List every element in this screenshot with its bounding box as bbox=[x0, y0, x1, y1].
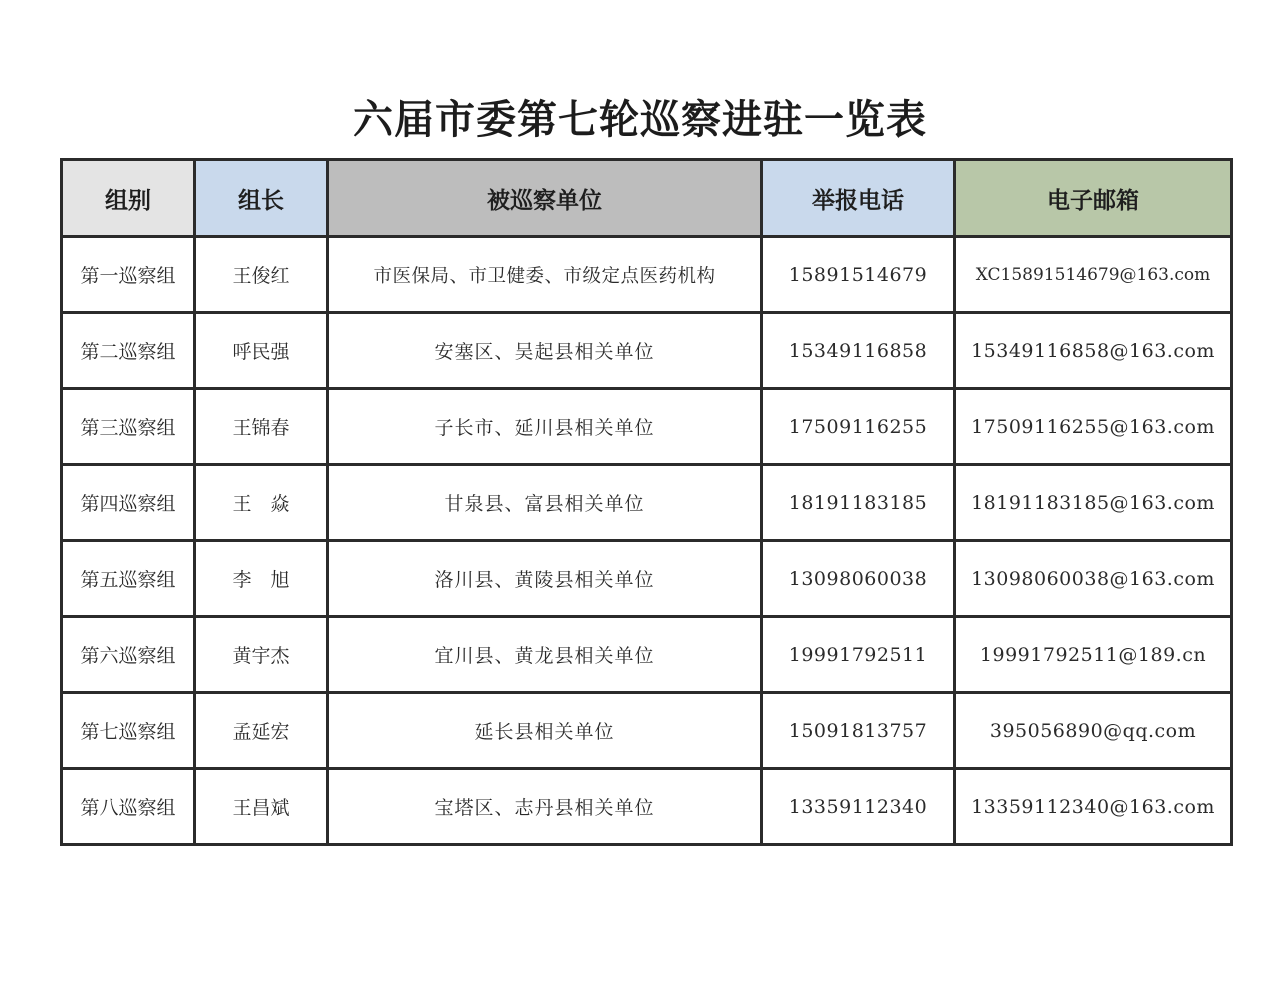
cell-leader: 李 旭 bbox=[195, 541, 328, 617]
cell-unit: 宜川县、黄龙县相关单位 bbox=[328, 617, 762, 693]
cell-email: XC15891514679@163.com bbox=[955, 237, 1232, 313]
cell-phone: 15091813757 bbox=[762, 693, 955, 769]
cell-group: 第三巡察组 bbox=[62, 389, 195, 465]
patrol-table bbox=[60, 158, 1233, 846]
cell-phone: 13359112340 bbox=[762, 769, 955, 845]
cell-group: 第六巡察组 bbox=[62, 617, 195, 693]
cell-email: 395056890@qq.com bbox=[955, 693, 1232, 769]
cell-leader: 王 焱 bbox=[195, 465, 328, 541]
cell-leader: 王俊红 bbox=[195, 237, 328, 313]
table-row bbox=[62, 313, 1232, 389]
cell-group: 第四巡察组 bbox=[62, 465, 195, 541]
cell-phone: 17509116255 bbox=[762, 389, 955, 465]
table-row bbox=[62, 389, 1232, 465]
table-row bbox=[62, 237, 1232, 313]
cell-phone: 13098060038 bbox=[762, 541, 955, 617]
cell-leader: 王锦春 bbox=[195, 389, 328, 465]
cell-group: 第二巡察组 bbox=[62, 313, 195, 389]
header-row bbox=[62, 160, 1232, 237]
table-row bbox=[62, 541, 1232, 617]
cell-phone: 19991792511 bbox=[762, 617, 955, 693]
cell-unit: 子长市、延川县相关单位 bbox=[328, 389, 762, 465]
header-email: 电子邮箱 bbox=[955, 160, 1232, 237]
cell-unit: 甘泉县、富县相关单位 bbox=[328, 465, 762, 541]
cell-unit: 延长县相关单位 bbox=[328, 693, 762, 769]
cell-email: 19991792511@189.cn bbox=[955, 617, 1232, 693]
table-row bbox=[62, 693, 1232, 769]
cell-email: 13098060038@163.com bbox=[955, 541, 1232, 617]
cell-leader: 黄宇杰 bbox=[195, 617, 328, 693]
cell-phone: 15891514679 bbox=[762, 237, 955, 313]
table-row bbox=[62, 465, 1232, 541]
cell-unit: 宝塔区、志丹县相关单位 bbox=[328, 769, 762, 845]
header-phone: 举报电话 bbox=[762, 160, 955, 237]
cell-email: 13359112340@163.com bbox=[955, 769, 1232, 845]
cell-group: 第一巡察组 bbox=[62, 237, 195, 313]
page-title: 六届市委第七轮巡察进驻一览表 bbox=[353, 97, 927, 143]
cell-unit: 洛川县、黄陵县相关单位 bbox=[328, 541, 762, 617]
header-unit: 被巡察单位 bbox=[328, 160, 762, 237]
cell-phone: 18191183185 bbox=[762, 465, 955, 541]
cell-group: 第五巡察组 bbox=[62, 541, 195, 617]
cell-unit: 安塞区、吴起县相关单位 bbox=[328, 313, 762, 389]
cell-unit: 市医保局、市卫健委、市级定点医药机构 bbox=[328, 237, 762, 313]
cell-group: 第八巡察组 bbox=[62, 769, 195, 845]
header-leader: 组长 bbox=[195, 160, 328, 237]
cell-phone: 15349116858 bbox=[762, 313, 955, 389]
cell-email: 18191183185@163.com bbox=[955, 465, 1232, 541]
table-row bbox=[62, 617, 1232, 693]
header-group: 组别 bbox=[62, 160, 195, 237]
table-row bbox=[62, 769, 1232, 845]
cell-leader: 呼民强 bbox=[195, 313, 328, 389]
cell-leader: 孟延宏 bbox=[195, 693, 328, 769]
cell-email: 17509116255@163.com bbox=[955, 389, 1232, 465]
cell-email: 15349116858@163.com bbox=[955, 313, 1232, 389]
cell-leader: 王昌斌 bbox=[195, 769, 328, 845]
cell-group: 第七巡察组 bbox=[62, 693, 195, 769]
